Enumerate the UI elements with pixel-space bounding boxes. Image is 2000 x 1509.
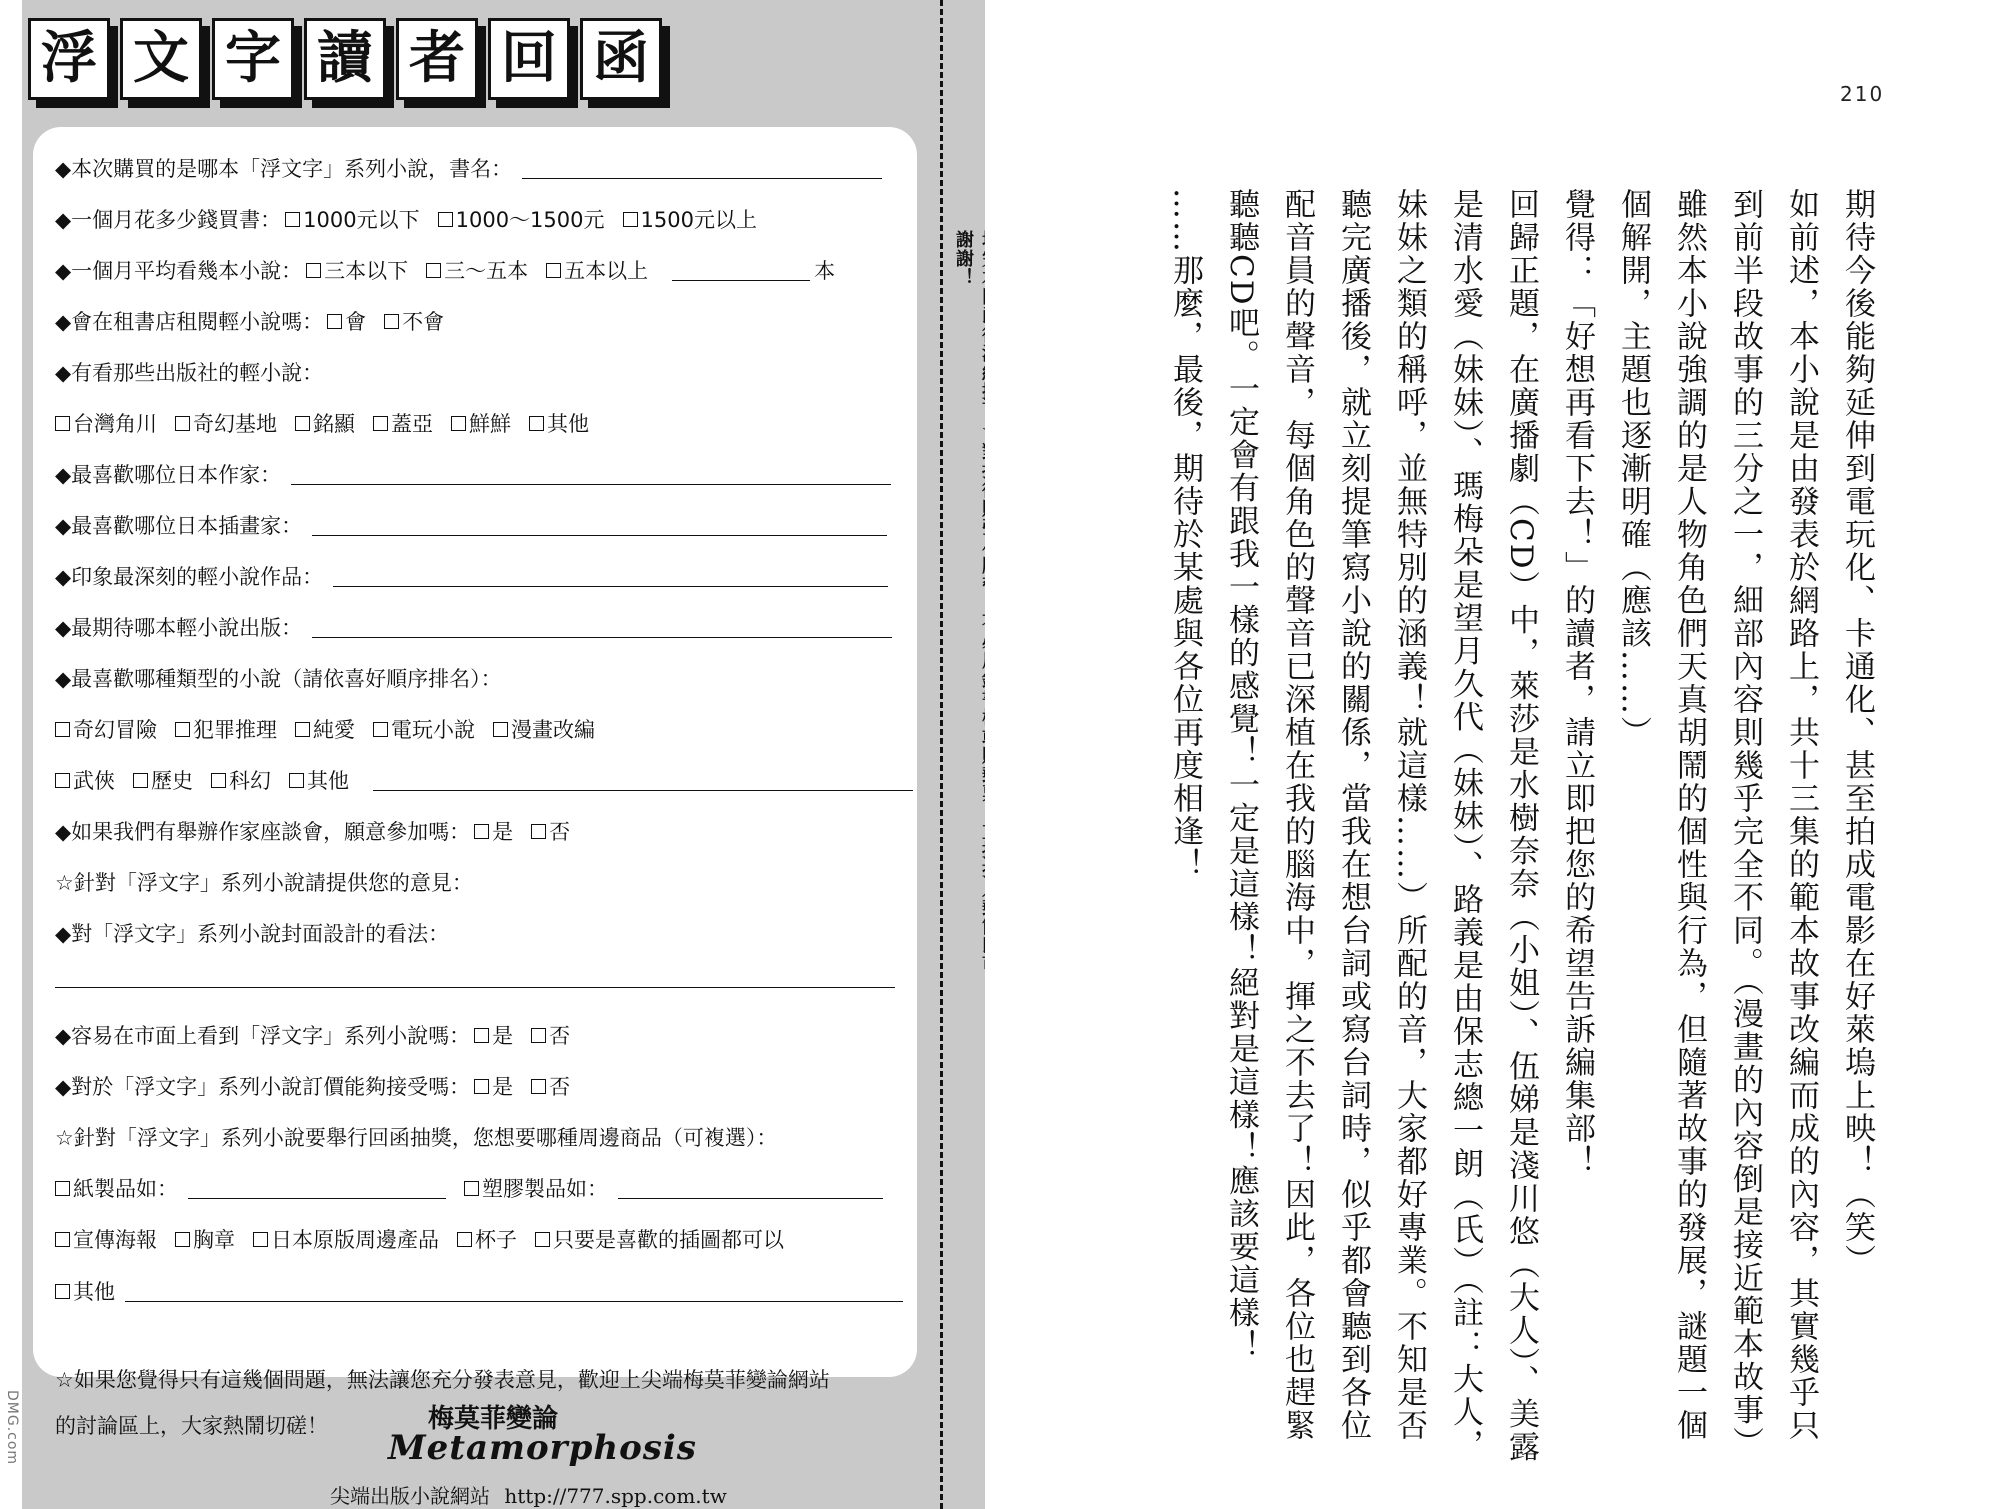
- checkbox-icon: [546, 263, 561, 278]
- option-label: 科幻: [229, 769, 271, 793]
- memorable-novel-field[interactable]: [333, 566, 888, 587]
- checkbox-icon: [289, 773, 304, 788]
- unit-label: 本: [814, 259, 836, 283]
- option-label: 三本以下: [324, 259, 409, 283]
- question-label: ◆本次購買的是哪本「浮文字」系列小說，書名：: [55, 157, 513, 181]
- question-label: ☆針對「浮文字」系列小說請提供您的意見：: [55, 871, 473, 895]
- favorite-author-field[interactable]: [291, 464, 891, 485]
- checkbox-icon: [285, 212, 300, 227]
- option-checkbox[interactable]: [623, 204, 757, 234]
- option-checkbox[interactable]: [175, 714, 277, 744]
- option-checkbox[interactable]: [438, 204, 605, 234]
- option-checkbox[interactable]: [451, 408, 511, 438]
- option-label: 日本原版周邊產品: [271, 1228, 439, 1252]
- logo-english: Metamorphosis: [388, 1428, 697, 1468]
- option-label: 否: [549, 1075, 571, 1099]
- option-checkbox[interactable]: [373, 408, 433, 438]
- title-char: 回: [488, 18, 570, 100]
- checkbox-icon: [295, 722, 310, 737]
- checkbox-icon: [457, 1232, 472, 1247]
- watermark: DMG.com: [4, 1390, 20, 1466]
- option-label: 不會: [402, 310, 445, 334]
- option-label: 鮮鮮: [469, 412, 511, 436]
- afterword-text: [1167, 188, 1885, 1468]
- title-char: 讀: [304, 18, 386, 100]
- question-rental: [55, 306, 458, 336]
- question-anticipated-novel: [55, 612, 892, 642]
- checkbox-icon: [55, 1232, 70, 1247]
- question-publishers: [55, 357, 323, 387]
- checkbox-icon: [373, 416, 388, 431]
- question-memorable-novel: [55, 561, 888, 591]
- option-label: 蓋亞: [391, 412, 433, 436]
- metamorphosis-logo: [368, 1398, 697, 1476]
- closing-text: [55, 1364, 830, 1394]
- checkbox-icon: [175, 1232, 190, 1247]
- option-label: 犯罪推理: [193, 718, 277, 742]
- checkbox-icon: [295, 416, 310, 431]
- option-label: 奇幻基地: [193, 412, 277, 436]
- checkbox-icon: [623, 212, 638, 227]
- option-label: 漫畫改編: [511, 718, 595, 742]
- publisher-options: [55, 408, 603, 438]
- paragraph: 覺得：「好想再看下去！」的讀者，請立即把您的希望告訴編集部！: [1559, 188, 1595, 1178]
- option-checkbox[interactable]: [373, 714, 475, 744]
- option-checkbox[interactable]: [529, 408, 589, 438]
- question-label: ◆最喜歡哪種類型的小說（請依喜好順序排名）：: [55, 667, 502, 691]
- checkbox-icon: [327, 314, 342, 329]
- question-label: ◆對「浮文字」系列小說封面設計的看法：: [55, 922, 450, 946]
- genre-other-field[interactable]: [373, 770, 913, 791]
- option-checkbox[interactable]: [175, 408, 277, 438]
- cover-opinion-field[interactable]: [55, 987, 895, 988]
- option-label: 胸章: [193, 1228, 235, 1252]
- question-label: ◆會在租書店租閱輕小說嗎：: [55, 310, 324, 334]
- option-checkbox[interactable]: [546, 255, 648, 285]
- title-char: 浮: [28, 18, 110, 100]
- checkbox-icon: [493, 722, 508, 737]
- option-label: 其他: [307, 769, 349, 793]
- checkbox-icon: [451, 416, 466, 431]
- question-series-opinion: [55, 867, 473, 897]
- form-panel: [33, 127, 917, 1377]
- question-label: ◆一個月花多少錢買書：: [55, 208, 282, 232]
- option-label: 宣傳海報: [73, 1228, 157, 1252]
- option-label: 會: [345, 310, 367, 334]
- paragraph: 雖然本小說強調的是人物角色們天真胡鬧的個性與行為，但隨著故事的發展，謎題一個個解開，主題也逐漸明確（應該……）: [1615, 188, 1707, 1442]
- option-label: 武俠: [73, 769, 115, 793]
- checkbox-icon: [438, 212, 453, 227]
- question-favorite-illustrator: [55, 510, 887, 540]
- page-gutter: [0, 0, 22, 1509]
- site-label: 尖端出版小說網站: [330, 1484, 490, 1508]
- question-label: ◆印象最深刻的輕小說作品：: [55, 565, 324, 589]
- option-checkbox[interactable]: [211, 765, 271, 795]
- website-line: [330, 1480, 727, 1509]
- book-title-field[interactable]: [522, 158, 882, 179]
- paragraph: ……那麼，最後，期待於某處與各位再度相逢！: [1167, 188, 1203, 881]
- checkbox-icon: [253, 1232, 268, 1247]
- checkbox-icon: [464, 1181, 479, 1196]
- option-checkbox[interactable]: [175, 1224, 235, 1254]
- tear-instruction: 謝謝！: [953, 230, 974, 287]
- title-char: 函: [580, 18, 662, 100]
- question-label: ◆有看那些出版社的輕小說：: [55, 361, 324, 385]
- option-label: 電玩小說: [391, 718, 475, 742]
- option-checkbox[interactable]: [253, 1224, 439, 1254]
- merch-options-row2: [55, 1224, 798, 1254]
- question-genre-ranking: [55, 663, 502, 693]
- closing-line: ☆如果您覺得只有這幾個問題，無法讓您充分發表意見，歡迎上尖端梅莫菲變論網站: [55, 1368, 830, 1392]
- option-checkbox[interactable]: [295, 714, 355, 744]
- novel-page: [985, 0, 2000, 1509]
- option-checkbox[interactable]: [474, 1020, 513, 1050]
- option-checkbox[interactable]: [426, 255, 528, 285]
- option-label: 五本以上: [564, 259, 649, 283]
- question-merchandise: [55, 1122, 777, 1152]
- paragraph: 期待今後能夠延伸到電玩化、卡通化、甚至拍成電影在好萊塢上映！（笑）: [1839, 188, 1875, 1277]
- plastic-goods-field[interactable]: [618, 1178, 883, 1199]
- question-book-title: [55, 153, 882, 183]
- option-checkbox[interactable]: [535, 1224, 784, 1254]
- option-checkbox[interactable]: [55, 1224, 157, 1254]
- option-label: 只要是喜歡的插圖都可以: [553, 1228, 784, 1252]
- checkbox-icon: [175, 416, 190, 431]
- checkbox-icon: [373, 722, 388, 737]
- logo-chinese: 梅莫菲變論: [428, 1404, 559, 1434]
- option-label: 1000～1500元: [455, 208, 605, 232]
- checkbox-icon: [474, 824, 489, 839]
- site-url[interactable]: http://777.spp.com.tw: [504, 1484, 727, 1508]
- reads-count-field[interactable]: [672, 260, 810, 281]
- option-label: 是: [492, 1024, 514, 1048]
- option-label: 其他: [547, 412, 589, 436]
- question-availability: [55, 1020, 584, 1050]
- checkbox-icon: [133, 773, 148, 788]
- reader-reply-form-page: [0, 0, 985, 1509]
- question-cover-design: [55, 918, 449, 948]
- option-checkbox[interactable]: [457, 1224, 517, 1254]
- paragraph: 回歸正題，在廣播劇（CD）中，萊莎是水樹奈奈（小姐）、伍娣是淺川悠（大人）、美露是清水愛（妹妹）、瑪梅朵是望月久代（妹妹）、路義是由保志總一朗（氏）（註：大人，妹妹之類的稱呼，並無特別的涵義！就這樣……）所配的音，大家都好專業。不知是否聽完廣播後，就立刻提筆寫小說的關係，當我在想台詞或寫台詞時，似乎都會聽到各位配音員的聲音，每個角色的聲音已深植在我的腦海中，揮之不去了！因此，各位也趕緊聽聽CD吧。一定會有跟我一樣的感覺！一定是這樣！絕對是這樣！應該要這樣！: [1223, 188, 1539, 1464]
- question-label: ◆最喜歡哪位日本作家：: [55, 463, 282, 487]
- checkbox-icon: [529, 416, 544, 431]
- option-label: 純愛: [313, 718, 355, 742]
- option-checkbox[interactable]: [384, 306, 444, 336]
- option-checkbox[interactable]: [327, 306, 366, 336]
- tear-line: [940, 0, 943, 1509]
- option-label: 塑膠製品如：: [482, 1177, 608, 1201]
- question-pricing: [55, 1071, 584, 1101]
- option-label: 否: [549, 1024, 571, 1048]
- checkbox-icon: [474, 1028, 489, 1043]
- option-label: 銘顯: [313, 412, 355, 436]
- option-checkbox[interactable]: [55, 408, 157, 438]
- option-checkbox[interactable]: [285, 204, 419, 234]
- closing-line: 的討論區上，大家熱鬧切磋！: [55, 1414, 328, 1438]
- option-checkbox[interactable]: [464, 1173, 608, 1203]
- question-monthly-reads: [55, 255, 835, 285]
- checkbox-icon: [426, 263, 441, 278]
- genre-options-row2: [55, 765, 913, 795]
- closing-text: [55, 1410, 328, 1440]
- checkbox-icon: [55, 773, 70, 788]
- form-title: [28, 18, 662, 100]
- option-label: 三～五本: [444, 259, 529, 283]
- option-checkbox[interactable]: [55, 1173, 178, 1203]
- checkbox-icon: [384, 314, 399, 329]
- option-label: 杯子: [475, 1228, 517, 1252]
- title-char: 文: [120, 18, 202, 100]
- option-checkbox[interactable]: [306, 255, 408, 285]
- title-char: 者: [396, 18, 478, 100]
- option-checkbox[interactable]: [474, 816, 513, 846]
- option-checkbox[interactable]: [531, 1071, 570, 1101]
- option-label: 其他: [73, 1280, 115, 1304]
- question-label: ◆最期待哪本輕小說出版：: [55, 616, 303, 640]
- option-label: 1500元以上: [640, 208, 757, 232]
- question-label: ◆最喜歡哪位日本插畫家：: [55, 514, 303, 538]
- option-checkbox[interactable]: [474, 1071, 513, 1101]
- merch-options-row3: [55, 1276, 903, 1306]
- option-checkbox[interactable]: [55, 714, 157, 744]
- question-label: ☆針對「浮文字」系列小說要舉行回函抽獎，您想要哪種周邊商品（可複選）：: [55, 1126, 778, 1150]
- option-label: 1000元以下: [303, 208, 420, 232]
- checkbox-icon: [531, 1028, 546, 1043]
- merch-options-row1: [55, 1173, 883, 1203]
- option-label: 是: [492, 820, 514, 844]
- checkbox-icon: [474, 1079, 489, 1094]
- merch-other-field[interactable]: [125, 1281, 903, 1302]
- option-label: 否: [549, 820, 571, 844]
- option-checkbox[interactable]: [295, 408, 355, 438]
- option-checkbox[interactable]: [531, 1020, 570, 1050]
- checkbox-icon: [55, 722, 70, 737]
- question-label: ◆如果我們有舉辦作家座談會，願意參加嗎：: [55, 820, 471, 844]
- question-favorite-author: [55, 459, 891, 489]
- option-checkbox[interactable]: [55, 1276, 115, 1306]
- favorite-illustrator-field[interactable]: [312, 515, 887, 536]
- option-label: 台灣角川: [73, 412, 157, 436]
- page-number: 210: [1840, 82, 1885, 106]
- question-monthly-spend: [55, 204, 771, 234]
- option-checkbox[interactable]: [493, 714, 595, 744]
- question-author-talk: [55, 816, 584, 846]
- paragraph: 如前述，本小說是由發表於網路上，共十三集的範本故事改編而成的內容，其實幾乎只到前半段故事的三分之一，細部內容則幾乎完全不同。（漫畫的內容倒是接近範本故事）: [1727, 188, 1819, 1460]
- checkbox-icon: [531, 824, 546, 839]
- paper-goods-field[interactable]: [188, 1178, 446, 1199]
- checkbox-icon: [535, 1232, 550, 1247]
- option-checkbox[interactable]: [289, 765, 349, 795]
- checkbox-icon: [211, 773, 226, 788]
- option-label: 歷史: [151, 769, 193, 793]
- option-checkbox[interactable]: [531, 816, 570, 846]
- anticipated-novel-field[interactable]: [312, 617, 892, 638]
- question-label: ◆對於「浮文字」系列小說訂價能夠接受嗎：: [55, 1075, 471, 1099]
- title-char: 字: [212, 18, 294, 100]
- question-label: ◆一個月平均看幾本小說：: [55, 259, 303, 283]
- checkbox-icon: [55, 416, 70, 431]
- checkbox-icon: [55, 1181, 70, 1196]
- option-label: 是: [492, 1075, 514, 1099]
- question-label: ◆容易在市面上看到「浮文字」系列小說嗎：: [55, 1024, 471, 1048]
- checkbox-icon: [306, 263, 321, 278]
- option-checkbox[interactable]: [55, 765, 115, 795]
- checkbox-icon: [55, 1284, 70, 1299]
- genre-options-row1: [55, 714, 609, 744]
- option-label: 紙製品如：: [73, 1177, 178, 1201]
- option-checkbox[interactable]: [133, 765, 193, 795]
- checkbox-icon: [531, 1079, 546, 1094]
- checkbox-icon: [175, 722, 190, 737]
- option-label: 奇幻冒險: [73, 718, 157, 742]
